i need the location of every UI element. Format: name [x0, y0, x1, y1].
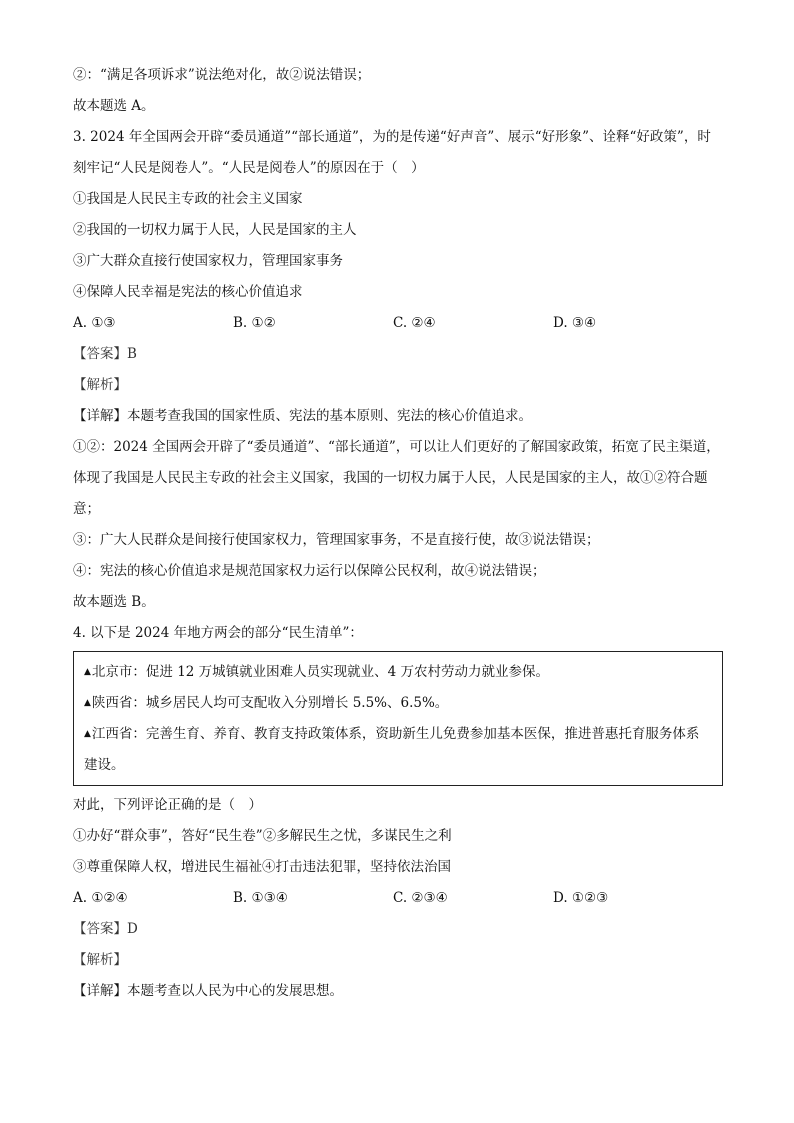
q4-answer: 【答案】D [73, 921, 138, 937]
q3-item-2: ②我国的一切权力属于人民，人民是国家的主人 [73, 222, 357, 238]
q4-detail: 【详解】本题考查以人民为中心的发展思想。 [73, 983, 343, 999]
q4-box-text-2: 陕西省：城乡居民人均可支配收入分别增长 5.5%、6.5%。 [91, 695, 449, 711]
q4-option-c: C. ②③④ [393, 890, 448, 906]
q4-box-text-3: 江西省：完善生育、养育、教育支持政策体系，资助新生儿免费参加基本医保，推进普惠托育服务体系建设。 [84, 726, 700, 773]
q3-analysis-label: 【解析】 [73, 377, 127, 393]
triangle-bullet-icon: ▲ [84, 667, 91, 677]
q4-items-line-1: ①办好“群众事”，答好“民生卷”②多解民生之忧，多谋民生之利 [73, 828, 452, 844]
q4-box-row-2 [84, 688, 712, 719]
q3-conclusion: 故本题选 B。 [73, 594, 155, 610]
prev-explain-line: ②：“满足各项诉求”说法绝对化，故②说法错误； [73, 67, 371, 83]
q4-question: 对此，下列评论正确的是（ ） [73, 797, 262, 813]
document-page [73, 60, 723, 1007]
q3-explain-1: ①②：2024 全国两会开辟了“委员通道”、“部长通道”，可以让人们更好的了解国家政策，拓宽了民主渠道，体现了我国是人民民主专政的社会主义国家，我国的一切权力属于人民，人民是国家的主人，故①②符合题意； [73, 439, 720, 517]
q4-box-row-3 [84, 719, 712, 781]
q3-option-d: D. ③④ [553, 315, 597, 331]
q4-box-row-1 [84, 657, 712, 688]
q3-option-a: A. ①③ [73, 315, 116, 331]
q3-explain-3: ④：宪法的核心价值追求是规范国家权力运行以保障公民权利，故④说法错误； [73, 563, 546, 579]
q4-items-line-2: ③尊重保障人权，增进民生福祉④打击违法犯罪，坚持依法治国 [73, 859, 451, 875]
q4-option-d: D. ①②③ [553, 890, 609, 906]
q3-item-4: ④保障人民幸福是宪法的核心价值追求 [73, 284, 303, 300]
q4-livelihood-box [73, 651, 723, 786]
q3-detail: 【详解】本题考查我国的国家性质、宪法的基本原则、宪法的核心价值追求。 [73, 408, 532, 424]
triangle-bullet-icon: ▲ [84, 729, 91, 739]
q3-option-c: C. ②④ [393, 315, 436, 331]
q3-answer: 【答案】B [73, 346, 137, 362]
q4-box-text-1: 北京市：促进 12 万城镇就业困难人员实现就业、4 万农村劳动力就业参保。 [91, 664, 550, 680]
triangle-bullet-icon: ▲ [84, 698, 91, 708]
q4-analysis-label: 【解析】 [73, 952, 127, 968]
q3-item-1: ①我国是人民民主专政的社会主义国家 [73, 191, 303, 207]
q3-stem: 3. 2024 年全国两会开辟“委员通道”“部长通道”，为的是传递“好声音”、展示“好形象”、诠释“好政策”，时刻牢记“人民是阅卷人”。“人民是阅卷人”的原因在于（ ） [73, 129, 711, 176]
q4-options [73, 883, 723, 914]
q3-item-3: ③广大群众直接行使国家权力，管理国家事务 [73, 253, 343, 269]
q3-explain-2: ③：广大人民群众是间接行使国家权力，管理国家事务，不是直接行使，故③说法错误； [73, 532, 600, 548]
q4-option-a: A. ①②④ [73, 890, 128, 906]
prev-conclusion: 故本题选 A。 [73, 98, 155, 114]
q3-option-b: B. ①② [233, 315, 276, 331]
q4-stem: 4. 以下是 2024 年地方两会的部分“民生清单”： [73, 625, 363, 641]
q4-option-b: B. ①③④ [233, 890, 288, 906]
q3-options [73, 308, 723, 339]
